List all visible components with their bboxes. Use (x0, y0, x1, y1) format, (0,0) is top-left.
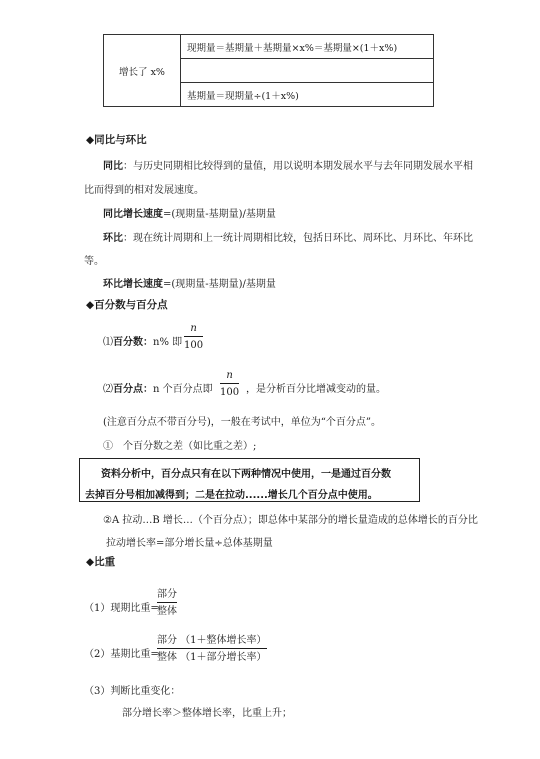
percentage-term: 百分数： (113, 337, 153, 348)
percentage-item-prefix: ⑴ (103, 337, 113, 348)
percentage-point-case1: ① 个百分数之差（如比重之差）; (103, 441, 257, 452)
current-proportion-denominator: 整体 (157, 606, 177, 617)
percentage-point-case2: ②A 拉动…B 增长…（个百分点）；即总体中某部分的增长量造成的总体增长的百分比 (103, 515, 478, 526)
percentage-point-item (103, 380, 213, 395)
percentage-point-note: (注意百分点不带百分号)，一般在考试中，单位为“个百分点”。 (103, 417, 382, 428)
callout-line2: 去掉百分号相加减得到；二是在拉动......增长几个百分点中使用。 (85, 490, 378, 501)
table-formula-current: 现期量＝基期量＋基期量×x%＝基期量×(1＋x%) (181, 35, 434, 59)
table-formula-empty (181, 59, 434, 83)
percentage-fraction-numerator: n (190, 323, 197, 334)
mom-definition-line2: 等。 (84, 256, 104, 267)
formula-table (103, 34, 434, 107)
table-formula-base: 基期量＝现期量÷(1＋x%) (181, 83, 434, 107)
proportion-change-label: （3）判断比重变化： (84, 686, 181, 697)
percentage-point-fraction-denominator: 100 (220, 387, 240, 398)
mom-rate-term: 环比增长速度 (103, 279, 163, 290)
base-proportion-fraction (157, 634, 267, 664)
yoy-rate-expression: =(现期量-基期量)/基期量 (163, 209, 276, 220)
yoy-definition-text: ：与历史同期相比较得到的量值，用以说明本期发展水平与去年同期发展水平相 (123, 161, 473, 172)
fraction-bar (157, 602, 177, 603)
yoy-definition-line2: 比而得到的相对发展速度。 (84, 185, 204, 196)
yoy-definition-line1 (103, 157, 473, 172)
percentage-fraction (184, 322, 203, 352)
section-heading-percentage: ◆百分数与百分点 (86, 299, 168, 311)
percentage-fraction-denominator: 100 (184, 340, 204, 351)
current-proportion-fraction (157, 588, 177, 618)
yoy-rate-term: 同比增长速度 (103, 209, 163, 220)
mom-rate-formula (103, 275, 276, 290)
percentage-point-item-prefix: ⑵ (103, 384, 113, 395)
base-proportion-denominator: 整体 （1＋部分增长率） (157, 652, 267, 663)
base-proportion-numerator: 部分 （1＋整体增长率） (157, 635, 267, 646)
section-heading-yoy: ◆同比与环比 (86, 134, 147, 146)
fraction-bar (184, 336, 203, 337)
callout-box (79, 458, 420, 502)
yoy-rate-formula (103, 205, 276, 220)
percentage-item (103, 333, 182, 348)
pull-growth-formula: 拉动增长率=部分增长量÷总体基期量 (106, 538, 273, 549)
section-heading-proportion: ◆比重 (86, 556, 116, 568)
table-label-cell: 增长了 x% (104, 35, 181, 107)
base-proportion-label: （2）基期比重= (84, 649, 159, 660)
percentage-text: n% 即 (153, 337, 183, 348)
percentage-point-fraction-numerator: n (226, 370, 233, 381)
proportion-change-rule: 部分增长率＞整体增长率，比重上升； (122, 708, 292, 719)
current-proportion-label: （1）现期比重= (84, 603, 159, 614)
fraction-bar (220, 383, 239, 384)
mom-term: 环比 (103, 233, 123, 244)
percentage-point-fraction (220, 369, 239, 399)
mom-definition-line1 (103, 229, 473, 244)
fraction-bar (157, 648, 267, 649)
mom-definition-text: ：现在统计周期和上一统计周期相比较，包括日环比、周环比、月环比、年环比 (123, 233, 473, 244)
yoy-term: 同比 (103, 161, 123, 172)
callout-line1: 资料分析中，百分点只有在以下两种情况中使用，一是通过百分数 (101, 469, 391, 480)
percentage-point-text: n 个百分点即 (153, 384, 213, 395)
current-proportion-numerator: 部分 (157, 589, 177, 600)
percentage-point-term: 百分点： (113, 384, 153, 395)
mom-rate-expression: =(现期量-基期量)/基期量 (163, 279, 276, 290)
percentage-point-suffix: ，是分析百分比增减变动的量。 (246, 384, 386, 395)
